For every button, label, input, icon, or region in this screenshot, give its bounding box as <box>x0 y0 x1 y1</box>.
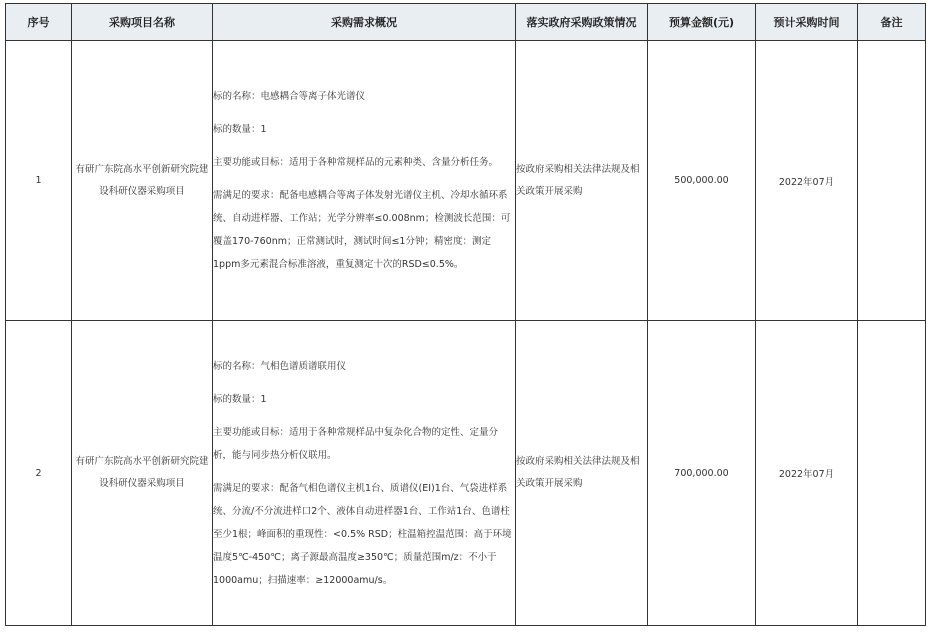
row-seq: 1 <box>6 41 72 321</box>
target-name: 标的名称：气相色谱质谱联用仪 <box>213 360 347 372</box>
header-project: 采购项目名称 <box>72 4 213 41</box>
row-project: 有研广东院高水平创新研究院建设科研仪器采购项目 <box>72 41 213 321</box>
row-time: 2022年07月 <box>756 321 858 626</box>
header-time: 预计采购时间 <box>756 4 858 41</box>
row-overview <box>213 41 516 321</box>
target-name: 标的名称：电感耦合等离子体光谱仪 <box>213 91 366 102</box>
target-qty: 标的数量：1 <box>213 393 267 405</box>
header-seq: 序号 <box>6 4 72 41</box>
row-seq: 2 <box>6 321 72 626</box>
row-policy: 按政府采购相关法律法规及相关政策开展采购 <box>516 321 648 626</box>
row-note <box>858 321 926 626</box>
row-note <box>858 41 926 321</box>
requirements-text: 需满足的要求：配备电感耦合等离子体发射光谱仪主机、冷却水循环系统、自动进样器、工作站；光学分辨率≤0.008nm；检测波长范围：可覆盖170-760nm；正常测试时，测试时间≤1分钟；精密度：测定1ppm多元素混合标准溶液，重复测定十次的RSD≤0.5%。 <box>213 190 511 270</box>
table-row <box>6 321 926 626</box>
function-text: 主要功能或目标：适用于各种常规样品的元素种类、含量分析任务。 <box>213 157 499 168</box>
row-budget: 700,000.00 <box>648 321 756 626</box>
row-policy: 按政府采购相关法律法规及相关政策开展采购 <box>516 41 648 321</box>
procurement-table <box>5 3 926 626</box>
header-overview: 采购需求概况 <box>213 4 516 41</box>
header-policy: 落实政府采购政策情况 <box>516 4 648 41</box>
row-budget: 500,000.00 <box>648 41 756 321</box>
function-text: 主要功能或目标：适用于各种常规样品中复杂化合物的定性、定量分析，能与同步热分析仪联用。 <box>213 426 499 461</box>
row-project: 有研广东院高水平创新研究院建设科研仪器采购项目 <box>72 321 213 626</box>
header-note: 备注 <box>858 4 926 41</box>
target-qty: 标的数量：1 <box>213 124 267 135</box>
row-time: 2022年07月 <box>756 41 858 321</box>
row-overview <box>213 321 516 626</box>
table-row <box>6 41 926 321</box>
header-row <box>6 4 926 41</box>
requirements-text: 需满足的要求：配备气相色谱仪主机1台、质谱仪(EI)1台、气袋进样系统、分流/不分流进样口2个、液体自动进样器1台、工作站1台、色谱柱至少1根；峰面积的重现性：<0.5% RSD；柱温箱控温范围：高于环境温度5℃-450℃；离子源最高温度≥350℃；质量范围m/z：不小于1000amu；扫描速率：≥12000amu/s。 <box>213 482 512 586</box>
header-budget: 预算金额(元) <box>648 4 756 41</box>
